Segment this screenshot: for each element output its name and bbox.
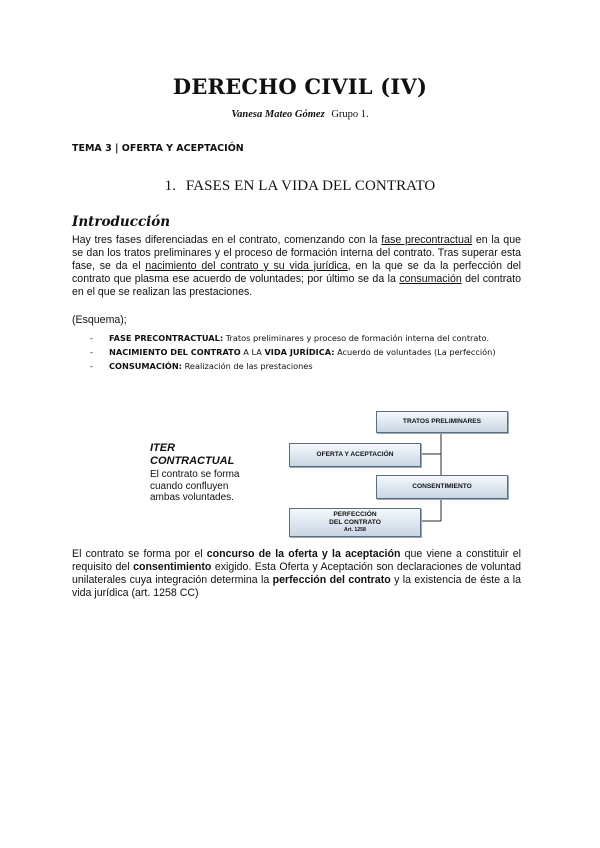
bullet-bold: FASE PRECONTRACTUAL: [109, 333, 224, 343]
bullet-text: Acuerdo de voluntades (La perfección) [334, 347, 496, 357]
intro-text-4: del contrato en el que se realizan las prestaciones. [72, 272, 521, 298]
iter-description: El contrato se forma cuando confluyen ambas voluntades. [150, 469, 240, 503]
iter-title: ITER CONTRACTUAL [150, 442, 235, 467]
bullet-text: Realización de las prestaciones [182, 361, 313, 371]
perfeccion-article: Art. 1258 [344, 527, 366, 533]
closing-paragraph [72, 548, 521, 600]
intro-text-1: Hay tres fases diferenciadas en el contrato, comenzando con la [72, 234, 382, 246]
bullet-bold: NACIMIENTO DEL CONTRATO [109, 347, 241, 357]
bullet-mid: A LA [240, 347, 265, 357]
intro-text-3: , en la que se da la perfección del contrato que plasma ese acuerdo de voluntades; por último se da la [72, 259, 521, 285]
intro-underline-nacimiento: nacimiento del contrato y su vida jurídica [145, 259, 348, 272]
closing-bold-concurso: concurso de la oferta y la aceptación [206, 548, 401, 560]
intro-underline-consumacion: consumación [399, 272, 462, 285]
author-name: Vanesa Mateo Gómez [231, 109, 325, 120]
consentimiento-box [376, 475, 508, 499]
closing-text-3: exigido. Esta Oferta y Aceptación son declaraciones de voluntad unilaterales cuya integración determina la [72, 560, 521, 586]
group-label: Grupo 1. [331, 109, 369, 120]
esquema-label: (Esquema); [72, 314, 127, 326]
bullet-text: Tratos preliminares y proceso de formación interna del contrato. [223, 333, 490, 343]
bullet-bold-2: VIDA JURÍDICA: [264, 347, 335, 357]
closing-text-1: El contrato se forma por el [72, 548, 207, 560]
closing-bold-perfeccion: perfección del contrato [272, 573, 391, 586]
tratos-preliminares-box [376, 411, 508, 433]
section-number: 1. [164, 178, 177, 194]
section-title-text: FASES EN LA VIDA DEL CONTRATO [185, 178, 436, 194]
tratos-preliminares-label: TRATOS PRELIMINARES [402, 418, 482, 425]
perfeccion-label-2: DEL CONTRATO [329, 519, 381, 526]
bullet-dash: - [90, 333, 93, 343]
closing-text-4: y la existencia de éste a la vida jurídica (art. 1258 CC) [72, 573, 521, 599]
bullet-bold: CONSUMACIÓN: [109, 361, 182, 371]
perfeccion-label-1: PERFECCIÓN [333, 511, 377, 518]
oferta-aceptacion-label: OFERTA Y ACEPTACIÓN [316, 451, 394, 458]
intro-text-2: en la que se dan los tratos preliminares y el proceso de formación interna del contrato. Tras superar esta fase, se da el [72, 234, 521, 272]
oferta-aceptacion-box [289, 443, 421, 467]
consentimiento-label: CONSENTIMIENTO [412, 483, 472, 490]
perfeccion-contrato-box [289, 508, 421, 537]
closing-text-2: que viene a constituir el requisito del [72, 548, 521, 573]
intro-underline-fase-precontractual: fase precontractual [381, 234, 473, 246]
bullet-dash: - [90, 361, 93, 371]
intro-heading: Introducción [72, 214, 171, 230]
bullet-dash: - [90, 347, 93, 357]
document-title: DERECHO CIVIL (IV) [172, 74, 428, 99]
closing-bold-consentimiento: consentimiento [133, 560, 212, 573]
tema-heading: TEMA 3 | OFERTA Y ACEPTACIÓN [72, 143, 244, 154]
